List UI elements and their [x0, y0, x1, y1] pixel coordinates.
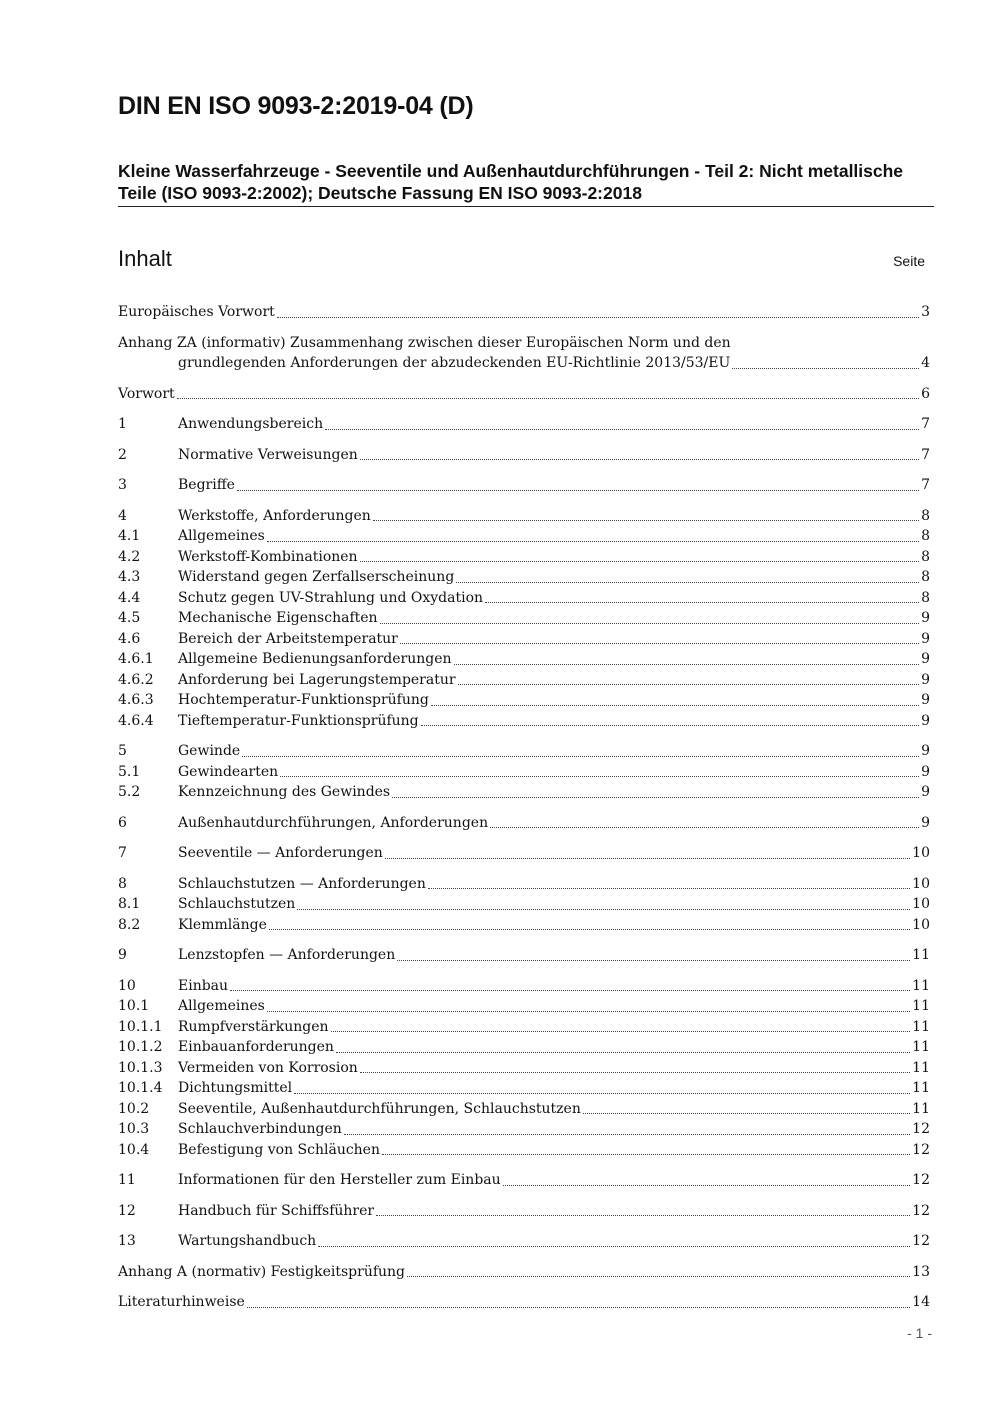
toc-entry-number: 10 [118, 977, 136, 994]
toc-entry-page: 10 [912, 916, 930, 933]
toc-entry-title: Allgemeines [178, 528, 265, 544]
dot-leader [360, 1072, 910, 1073]
toc-entry-number: 8.2 [118, 916, 141, 933]
dot-leader [242, 756, 919, 757]
toc-entry-page: 12 [912, 1233, 930, 1249]
toc-entry-title: Kennzeichnung des Gewindes [178, 784, 391, 800]
toc-entry[interactable] [118, 690, 930, 711]
dot-leader [583, 1113, 910, 1114]
toc-entry-title: Vorwort [118, 385, 175, 402]
toc-entry-title: Bereich der Arbeitstemperatur [178, 630, 398, 647]
dot-leader [732, 368, 919, 369]
page-number: - 1 - [907, 1325, 932, 1341]
toc-entry-page: 11 [912, 1059, 930, 1076]
toc-entry-page: 11 [912, 947, 930, 963]
toc-entry-title: Lenzstopfen — Anforderungen [178, 947, 396, 963]
dot-leader [269, 929, 910, 930]
toc-entry-number: 6 [118, 814, 127, 831]
dot-leader [456, 582, 919, 583]
toc-entry-number: 10.2 [118, 1100, 150, 1117]
toc-entry-number: 8 [118, 875, 127, 892]
toc-entry-number: 4.6.2 [118, 671, 154, 688]
toc-entry[interactable] [118, 1140, 930, 1161]
toc-entry-title: Schlauchstutzen [178, 896, 296, 912]
dot-leader [318, 1246, 910, 1247]
toc-entry[interactable] [118, 813, 930, 834]
toc-entry-page: 3 [921, 304, 930, 320]
toc-entry-page: 4 [921, 355, 930, 371]
toc-entry-page: 7 [921, 446, 930, 463]
toc-entry-title: Mechanische Eigenschaften [178, 610, 378, 626]
toc-entry-page: 11 [912, 1018, 930, 1035]
toc-entry[interactable] [118, 976, 930, 997]
toc-entry-title: Tieftemperatur-Funktionsprüfung [178, 712, 419, 729]
toc-entry-page: 9 [921, 671, 930, 688]
toc-entry[interactable] [118, 1201, 930, 1222]
toc-entry[interactable] [118, 782, 930, 803]
toc-entry-page: 11 [912, 1080, 930, 1096]
dot-leader [277, 317, 919, 318]
toc-entry-page: 9 [921, 610, 930, 626]
toc-entry-number: 12 [118, 1202, 136, 1219]
toc-entry[interactable] [118, 1099, 930, 1120]
toc-entry-page: 11 [912, 998, 930, 1014]
toc-entry-page: 9 [921, 630, 930, 647]
toc-entry-title: Hochtemperatur-Funktionsprüfung [178, 692, 429, 708]
dot-leader [294, 1093, 910, 1094]
toc-entry[interactable] [118, 588, 930, 609]
toc-entry-page: 8 [921, 589, 930, 606]
toc-entry-title: Anhang A (normativ) Festigkeitsprüfung [118, 1263, 406, 1280]
toc-entry-number: 10.3 [118, 1121, 150, 1137]
toc-entry-title: Werkstoffe, Anforderungen [178, 507, 371, 524]
toc-entry-number: 5.2 [118, 784, 141, 800]
toc-entry-number: 10.1 [118, 998, 150, 1014]
toc-entry[interactable] [118, 1262, 930, 1283]
toc-entry-page: 8 [921, 548, 930, 565]
toc-entry-number: 11 [118, 1172, 136, 1188]
toc-entry-page: 12 [912, 1141, 930, 1158]
toc-entry-number: 4.6 [118, 630, 141, 647]
toc-entry-page: 6 [921, 385, 930, 402]
dot-leader [177, 398, 919, 399]
toc-entry-title: Anwendungsbereich [178, 416, 324, 432]
dot-leader [325, 429, 919, 430]
toc-entry[interactable] [118, 874, 930, 895]
toc-entry-page: 9 [921, 784, 930, 800]
toc-entry[interactable] [118, 996, 930, 1017]
toc-entry-number: 13 [118, 1233, 136, 1249]
toc-entry[interactable] [118, 1078, 930, 1099]
toc-entry-page: 9 [921, 814, 930, 831]
toc-entry[interactable] [118, 414, 930, 435]
dot-leader [503, 1185, 911, 1186]
dot-leader [336, 1052, 910, 1053]
toc-entry-title: Begriffe [178, 477, 235, 493]
toc-entry[interactable] [118, 506, 930, 527]
toc-entry[interactable] [118, 670, 930, 691]
toc-entry-page: 9 [921, 743, 930, 759]
toc-entry-title: Rumpfverstärkungen [178, 1018, 329, 1035]
dot-leader [382, 1154, 910, 1155]
toc-entry[interactable] [118, 894, 930, 915]
toc-entry-page: 13 [912, 1263, 930, 1280]
dot-leader [267, 1011, 910, 1012]
toc-entry-number: 4.6.3 [118, 692, 154, 708]
toc-entry-annex-za[interactable] [118, 333, 930, 374]
toc-entry-number: 10.1.4 [118, 1080, 163, 1096]
toc-entry-title: Normative Verweisungen [178, 446, 358, 463]
dot-leader [267, 541, 919, 542]
toc-entry-title: Seeventile — Anforderungen [178, 845, 383, 861]
toc-entry-title: Allgemeine Bedienungsanforderungen [178, 651, 452, 667]
dot-leader [280, 776, 919, 777]
toc-entry-page: 9 [921, 712, 930, 729]
toc-entry-title-line1: Anhang ZA (informativ) Zusammenhang zwischen dieser Europäischen Norm und den [118, 334, 731, 351]
toc-entry-title: Einbau [178, 977, 229, 994]
toc-entry-number: 5 [118, 743, 127, 759]
toc-entry[interactable] [118, 1017, 930, 1038]
toc-entry-title: Informationen für den Hersteller zum Einbau [178, 1172, 501, 1188]
toc-entry-number: 4.3 [118, 569, 141, 585]
toc-entry[interactable] [118, 629, 930, 650]
toc-entry-title: Einbauanforderungen [178, 1039, 334, 1055]
dot-leader [490, 827, 919, 828]
toc-entry-title: Schlauchstutzen — Anforderungen [178, 875, 426, 892]
toc-entry-page: 9 [921, 763, 930, 780]
toc-entry-number: 4.5 [118, 610, 141, 626]
toc-entry-page: 8 [921, 507, 930, 524]
toc-entry-page: 7 [921, 477, 930, 493]
toc-entry[interactable] [118, 1058, 930, 1079]
dot-leader [397, 960, 910, 961]
dot-leader [331, 1031, 911, 1032]
toc-entry-page: 8 [921, 528, 930, 544]
toc-entry-number: 3 [118, 477, 127, 493]
dot-leader [237, 490, 919, 491]
toc-entry[interactable] [118, 1170, 930, 1191]
toc-entry[interactable] [118, 762, 930, 783]
toc-entry-page: 12 [912, 1172, 930, 1188]
table-of-contents [118, 302, 930, 1313]
toc-entry[interactable] [118, 1037, 930, 1058]
toc-entry-page: 10 [912, 875, 930, 892]
dot-leader [400, 643, 919, 644]
dot-leader [385, 858, 910, 859]
dot-leader [230, 990, 910, 991]
toc-entry[interactable] [118, 1119, 930, 1140]
toc-entry-number: 4.6.1 [118, 651, 154, 667]
toc-entry-title: Werkstoff-Kombinationen [178, 548, 358, 565]
dot-leader [458, 684, 920, 685]
toc-entry-page: 11 [912, 1039, 930, 1055]
toc-entry-number: 4 [118, 507, 127, 524]
toc-entry-title: Befestigung von Schläuchen [178, 1141, 380, 1158]
dot-leader [373, 520, 919, 521]
toc-entry[interactable] [118, 547, 930, 568]
dot-leader [454, 664, 920, 665]
toc-entry[interactable] [118, 1292, 930, 1313]
toc-heading: Inhalt [118, 246, 172, 271]
toc-entry-number: 1 [118, 416, 127, 432]
toc-entry-number: 10.4 [118, 1141, 150, 1158]
toc-entry-title: Literaturhinweise [118, 1294, 245, 1310]
dot-leader [428, 888, 910, 889]
toc-entry-page: 12 [912, 1202, 930, 1219]
toc-entry-page: 10 [912, 896, 930, 912]
toc-entry-title: Vermeiden von Korrosion [178, 1059, 358, 1076]
toc-entry-title: Gewinde [178, 743, 241, 759]
document-title: DIN EN ISO 9093-2:2019-04 (D) [118, 92, 474, 120]
dot-leader [247, 1307, 910, 1308]
dot-leader [407, 1276, 910, 1277]
toc-entry-page: 12 [912, 1121, 930, 1137]
toc-entry-number: 4.2 [118, 548, 141, 565]
toc-entry-title: Seeventile, Außenhautdurchführungen, Schlauchstutzen [178, 1100, 581, 1117]
toc-entry-number: 7 [118, 845, 127, 861]
toc-entry-page: 10 [912, 845, 930, 861]
header-divider [118, 206, 934, 207]
dot-leader [344, 1134, 910, 1135]
toc-entry[interactable] [118, 475, 930, 496]
toc-entry-number: 10.1.3 [118, 1059, 163, 1076]
toc-entry-title: Schutz gegen UV-Strahlung und Oxydation [178, 589, 484, 606]
toc-entry-title: Handbuch für Schiffsführer [178, 1202, 375, 1219]
toc-entry[interactable] [118, 843, 930, 864]
toc-entry-title-line2: grundlegenden Anforderungen der abzudeckenden EU-Richtlinie 2013/53/EU [178, 355, 731, 371]
toc-entry-page: 9 [921, 692, 930, 708]
dot-leader [421, 725, 919, 726]
toc-entry-title: Dichtungsmittel [178, 1080, 293, 1096]
toc-entry-page: 14 [912, 1294, 930, 1310]
toc-entry[interactable] [118, 608, 930, 629]
toc-entry-number: 4.4 [118, 589, 141, 606]
dot-leader [376, 1215, 910, 1216]
toc-entry-number: 10.1.2 [118, 1039, 163, 1055]
toc-entry-page: 11 [912, 1100, 930, 1117]
toc-entry[interactable] [118, 567, 930, 588]
toc-entry-number: 9 [118, 947, 127, 963]
toc-entry-number: 4.6.4 [118, 712, 154, 729]
toc-entry-number: 8.1 [118, 896, 141, 912]
dot-leader [360, 561, 920, 562]
toc-entry[interactable] [118, 526, 930, 547]
toc-entry[interactable] [118, 711, 930, 732]
toc-entry[interactable] [118, 384, 930, 405]
toc-entry-title: Gewindearten [178, 763, 279, 780]
dot-leader [485, 602, 919, 603]
dot-leader [297, 909, 910, 910]
toc-page-column-heading: Seite [893, 253, 925, 269]
toc-entry[interactable] [118, 1231, 930, 1252]
toc-entry[interactable] [118, 945, 930, 966]
toc-entry-page: 8 [921, 569, 930, 585]
toc-entry-page: 9 [921, 651, 930, 667]
toc-entry-title: Wartungshandbuch [178, 1233, 317, 1249]
toc-entry-page: 7 [921, 416, 930, 432]
toc-entry[interactable] [118, 741, 930, 762]
toc-entry-title: Anforderung bei Lagerungstemperatur [178, 671, 456, 688]
toc-entry-number: 2 [118, 446, 127, 463]
dot-leader [380, 623, 920, 624]
toc-entry[interactable] [118, 445, 930, 466]
dot-leader [431, 705, 919, 706]
toc-entry-number: 10.1.1 [118, 1018, 163, 1035]
toc-entry-title: Widerstand gegen Zerfallserscheinung [178, 569, 455, 585]
toc-entry-page: 11 [912, 977, 930, 994]
toc-entry[interactable] [118, 649, 930, 670]
dot-leader [360, 459, 919, 460]
dot-leader [392, 797, 919, 798]
toc-entry[interactable] [118, 915, 930, 936]
document-subtitle: Kleine Wasserfahrzeuge - Seeventile und Außenhautdurchführungen - Teil 2: Nicht metallische Teile (ISO 9093-2:2002); Deutsche Fassung EN ISO 9093-2:2018 [118, 161, 904, 203]
toc-entry-title: Schlauchverbindungen [178, 1121, 342, 1137]
toc-entry[interactable] [118, 302, 930, 323]
toc-entry-title: Allgemeines [178, 998, 265, 1014]
toc-entry-title: Außenhautdurchführungen, Anforderungen [178, 814, 489, 831]
toc-entry-title: Klemmlänge [178, 916, 267, 933]
toc-entry-title: Europäisches Vorwort [118, 304, 275, 320]
toc-entry-number: 4.1 [118, 528, 141, 544]
toc-entry-number: 5.1 [118, 763, 141, 780]
